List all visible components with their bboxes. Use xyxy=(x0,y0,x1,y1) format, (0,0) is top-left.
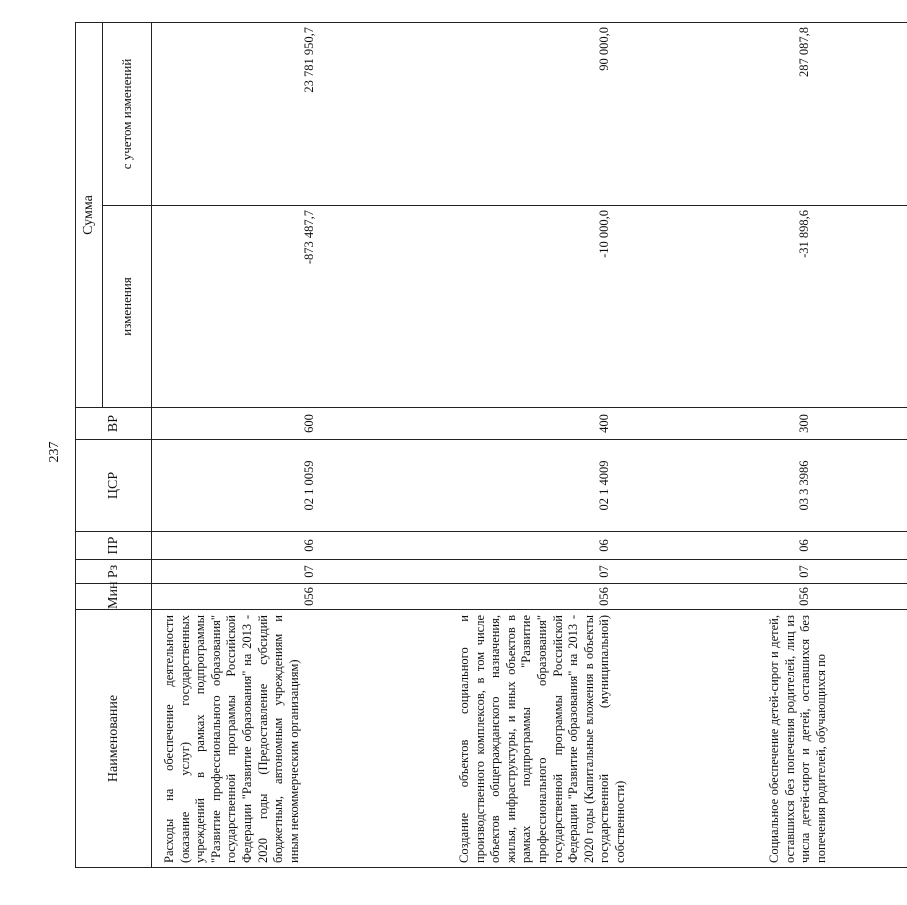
row-with-change: 23 781 950,7 xyxy=(152,23,448,206)
row-min: 056 xyxy=(152,584,448,610)
row-change: -873 487,7 xyxy=(152,206,448,408)
budget-table xyxy=(75,22,907,868)
table-row xyxy=(447,23,757,868)
row-min: 056 xyxy=(757,584,907,610)
row-change: -10 000,0 xyxy=(447,206,757,408)
col-header-min: Мин xyxy=(76,584,152,610)
col-header-vr: ВР xyxy=(76,408,152,440)
col-header-sum: Сумма xyxy=(76,23,103,408)
row-change: -31 898,6 xyxy=(757,206,907,408)
table-row xyxy=(757,23,907,868)
col-header-csr: ЦСР xyxy=(76,440,152,532)
col-header-with-change: с учетом изменений xyxy=(103,23,152,206)
row-rz: 07 xyxy=(447,560,757,584)
row-csr: 02 1 4009 xyxy=(447,440,757,532)
row-min: 056 xyxy=(447,584,757,610)
row-name: Социальное обеспечение детей-сирот и детей, оставшихся без попечения родителей, лиц из числа детей-сирот и детей, оставшихся без попечения родителей, обучающихся по xyxy=(757,610,907,868)
row-pr: 06 xyxy=(447,532,757,560)
row-name: Создание объектов социального и производственного комплексов, в том числе объектов общегражданского назначения, жилья, инфраструктуры, и иных объектов в рамках подпрограммы "Развитие профессионального образования" государственной программы Российской Федерации "Развитие образования" на 2013 - 2020 годы (Капитальные вложения в объекты государственной (муниципальной) собственности) xyxy=(447,610,757,868)
row-csr: 03 3 3986 xyxy=(757,440,907,532)
row-with-change: 90 000,0 xyxy=(447,23,757,206)
budget-table-page xyxy=(75,23,828,868)
table-row xyxy=(152,23,448,868)
row-vr: 400 xyxy=(447,408,757,440)
col-header-pr: ПР xyxy=(76,532,152,560)
row-pr: 06 xyxy=(757,532,907,560)
col-header-rz: Рз xyxy=(76,560,152,584)
row-pr: 06 xyxy=(152,532,448,560)
row-name: Расходы на обеспечение деятельности (оказание услуг) государственных учреждений в рамках подпрограммы "Развитие профессионального образования" государственной программы Российской Федерации "Развитие образования" на 2013 - 2020 годы (Предоставление субсидий бюджетным, автономным учреждениям и иным некоммерческим организациям) xyxy=(152,610,448,868)
row-with-change: 287 087,8 xyxy=(757,23,907,206)
col-header-change: изменения xyxy=(103,206,152,408)
col-header-name: Наименование xyxy=(76,610,152,868)
page-number: 237 xyxy=(47,441,62,463)
row-csr: 02 1 0059 xyxy=(152,440,448,532)
row-rz: 07 xyxy=(757,560,907,584)
row-vr: 600 xyxy=(152,408,448,440)
row-vr: 300 xyxy=(757,408,907,440)
row-rz: 07 xyxy=(152,560,448,584)
